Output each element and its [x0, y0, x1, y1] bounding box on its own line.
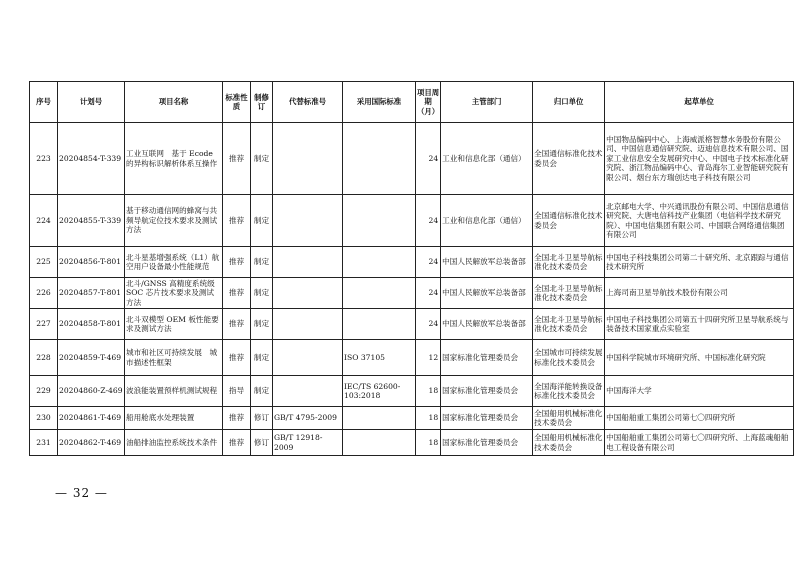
cell-dept: 中国人民解放军总装备部 [441, 309, 533, 340]
cell-dept: 中国人民解放军总装备部 [441, 278, 533, 309]
cell-drafter: 中国物品编码中心、上海威派格智慧水务股份有限公司、中国信息通信研究院、迈迪信息技术有限公司、国家工业信息安全发展研究中心、中国电子技术标准化研究院、浙江物品编码中心、青岛海尔工业智能研究院有限公司、烟台东方瑞创达电子科技有限公司 [605, 123, 794, 195]
cell-nature: 推荐 [223, 430, 251, 456]
header-intl: 采用国际标准 [343, 82, 416, 123]
table-row [30, 309, 794, 340]
cell-no: 224 [30, 195, 58, 247]
cell-intl [343, 123, 416, 195]
cell-dept: 中国人民解放军总装备部 [441, 247, 533, 278]
cell-drafter: 北京邮电大学、中兴通讯股份有限公司、中国信息通信研究院、大唐电信科技产业集团（电信科学技术研究院）、中国电信集团有限公司、中国联合网络通信集团有限公司 [605, 195, 794, 247]
cell-no: 230 [30, 407, 58, 430]
cell-intl [343, 278, 416, 309]
cell-unit: 全国海洋能转换设备标准化技术委员会 [533, 376, 605, 407]
cell-period: 24 [416, 278, 441, 309]
cell-type: 制定 [251, 123, 273, 195]
cell-period: 24 [416, 123, 441, 195]
cell-plan: 20204855-T-339 [58, 195, 125, 247]
cell-dept: 国家标准化管理委员会 [441, 376, 533, 407]
table-row [30, 430, 794, 456]
cell-replace [273, 376, 343, 407]
cell-type: 制定 [251, 309, 273, 340]
cell-replace [273, 195, 343, 247]
cell-nature: 推荐 [223, 123, 251, 195]
cell-drafter: 中国电子科技集团公司第二十研究所、北京跟踪与通信技术研究所 [605, 247, 794, 278]
cell-nature: 推荐 [223, 340, 251, 376]
cell-no: 225 [30, 247, 58, 278]
cell-intl [343, 195, 416, 247]
cell-nature: 推荐 [223, 247, 251, 278]
cell-type: 制定 [251, 340, 273, 376]
cell-period: 24 [416, 309, 441, 340]
header-no: 序号 [30, 82, 58, 123]
cell-type: 制定 [251, 278, 273, 309]
cell-name: 城市和社区可持续发展 城市描述性框架 [125, 340, 223, 376]
cell-dept: 工业和信息化部（通信） [441, 123, 533, 195]
cell-unit: 全国船用机械标准化技术委员会 [533, 407, 605, 430]
cell-name: 北斗/GNSS 高精度系统级 SOC 芯片技术要求及测试方法 [125, 278, 223, 309]
cell-no: 227 [30, 309, 58, 340]
cell-intl [343, 407, 416, 430]
header-replace: 代替标准号 [273, 82, 343, 123]
header-dept: 主管部门 [441, 82, 533, 123]
cell-period: 18 [416, 376, 441, 407]
cell-unit: 全国通信标准化技术委员会 [533, 195, 605, 247]
cell-dept: 工业和信息化部（通信） [441, 195, 533, 247]
cell-replace: GB/T 12918-2009 [273, 430, 343, 456]
header-period: 项目周期（月） [416, 82, 441, 123]
cell-intl [343, 430, 416, 456]
cell-no: 226 [30, 278, 58, 309]
cell-name: 北斗星基增强系统（L1）航空用户设备最小性能规范 [125, 247, 223, 278]
cell-nature: 推荐 [223, 195, 251, 247]
cell-replace [273, 340, 343, 376]
cell-nature: 推荐 [223, 309, 251, 340]
cell-drafter: 中国科学院城市环境研究所、中国标准化研究院 [605, 340, 794, 376]
cell-plan: 20204859-T-469 [58, 340, 125, 376]
cell-unit: 全国船用机械标准化技术委员会 [533, 430, 605, 456]
cell-unit: 全国城市可持续发展标准化技术委员会 [533, 340, 605, 376]
cell-intl: ISO 37105 [343, 340, 416, 376]
cell-no: 228 [30, 340, 58, 376]
cell-no: 231 [30, 430, 58, 456]
cell-type: 修订 [251, 430, 273, 456]
cell-period: 18 [416, 430, 441, 456]
cell-unit: 全国北斗卫星导航标准化技术委员会 [533, 278, 605, 309]
cell-period: 18 [416, 407, 441, 430]
cell-unit: 全国北斗卫星导航标准化技术委员会 [533, 247, 605, 278]
cell-unit: 全国通信标准化技术委员会 [533, 123, 605, 195]
cell-type: 制定 [251, 376, 273, 407]
cell-drafter: 上海司南卫星导航技术股份有限公司 [605, 278, 794, 309]
cell-drafter: 中国海洋大学 [605, 376, 794, 407]
cell-type: 制定 [251, 247, 273, 278]
cell-plan: 20204856-T-801 [58, 247, 125, 278]
cell-replace: GB/T 4795-2009 [273, 407, 343, 430]
header-drafter: 起草单位 [605, 82, 794, 123]
cell-name: 船用舱底水处理装置 [125, 407, 223, 430]
cell-intl [343, 247, 416, 278]
standards-plan-table [29, 81, 794, 456]
cell-plan: 20204854-T-339 [58, 123, 125, 195]
cell-name: 基于移动通信网的蜂窝与共频导航定位技术要求及测试方法 [125, 195, 223, 247]
cell-replace [273, 123, 343, 195]
cell-unit: 全国北斗卫星导航标准化技术委员会 [533, 309, 605, 340]
cell-dept: 国家标准化管理委员会 [441, 430, 533, 456]
cell-dept: 国家标准化管理委员会 [441, 407, 533, 430]
header-row [30, 82, 794, 123]
table-row [30, 407, 794, 430]
table-row [30, 376, 794, 407]
cell-drafter: 中国船舶重工集团公司第七〇四研究所、上海蓝魂船舶电工程设备有限公司 [605, 430, 794, 456]
cell-nature: 推荐 [223, 407, 251, 430]
cell-nature: 指导 [223, 376, 251, 407]
cell-dept: 国家标准化管理委员会 [441, 340, 533, 376]
cell-period: 24 [416, 195, 441, 247]
table-body [30, 123, 794, 456]
cell-name: 工业互联网 基于 Ecode 的异构标识解析体系互操作 [125, 123, 223, 195]
cell-drafter: 中国船舶重工集团公司第七〇四研究所 [605, 407, 794, 430]
table-row [30, 195, 794, 247]
cell-no: 229 [30, 376, 58, 407]
cell-replace [273, 278, 343, 309]
header-type: 制修订 [251, 82, 273, 123]
cell-period: 12 [416, 340, 441, 376]
cell-name: 波浪能装置预样机测试规程 [125, 376, 223, 407]
header-unit: 归口单位 [533, 82, 605, 123]
cell-drafter: 中国电子科技集团公司第五十四研究所卫星导航系统与装备技术国家重点实验室 [605, 309, 794, 340]
cell-intl: IEC/TS 62600-103:2018 [343, 376, 416, 407]
cell-type: 修订 [251, 407, 273, 430]
cell-no: 223 [30, 123, 58, 195]
cell-nature: 推荐 [223, 278, 251, 309]
header-name: 项目名称 [125, 82, 223, 123]
table-row [30, 123, 794, 195]
standards-plan-table-wrapper [29, 81, 794, 456]
page-number: — 32 — [55, 486, 108, 500]
header-nature: 标准性质 [223, 82, 251, 123]
table-row [30, 278, 794, 309]
table-row [30, 340, 794, 376]
cell-period: 24 [416, 247, 441, 278]
cell-name: 北斗双模型 OEM 板性能要求及测试方法 [125, 309, 223, 340]
cell-plan: 20204858-T-801 [58, 309, 125, 340]
cell-replace [273, 309, 343, 340]
cell-replace [273, 247, 343, 278]
table-row [30, 247, 794, 278]
cell-type: 制定 [251, 195, 273, 247]
cell-intl [343, 309, 416, 340]
cell-plan: 20204862-T-469 [58, 430, 125, 456]
cell-plan: 20204861-T-469 [58, 407, 125, 430]
header-plan: 计划号 [58, 82, 125, 123]
cell-plan: 20204857-T-801 [58, 278, 125, 309]
cell-plan: 20204860-Z-469 [58, 376, 125, 407]
cell-name: 油船排油监控系统技术条件 [125, 430, 223, 456]
